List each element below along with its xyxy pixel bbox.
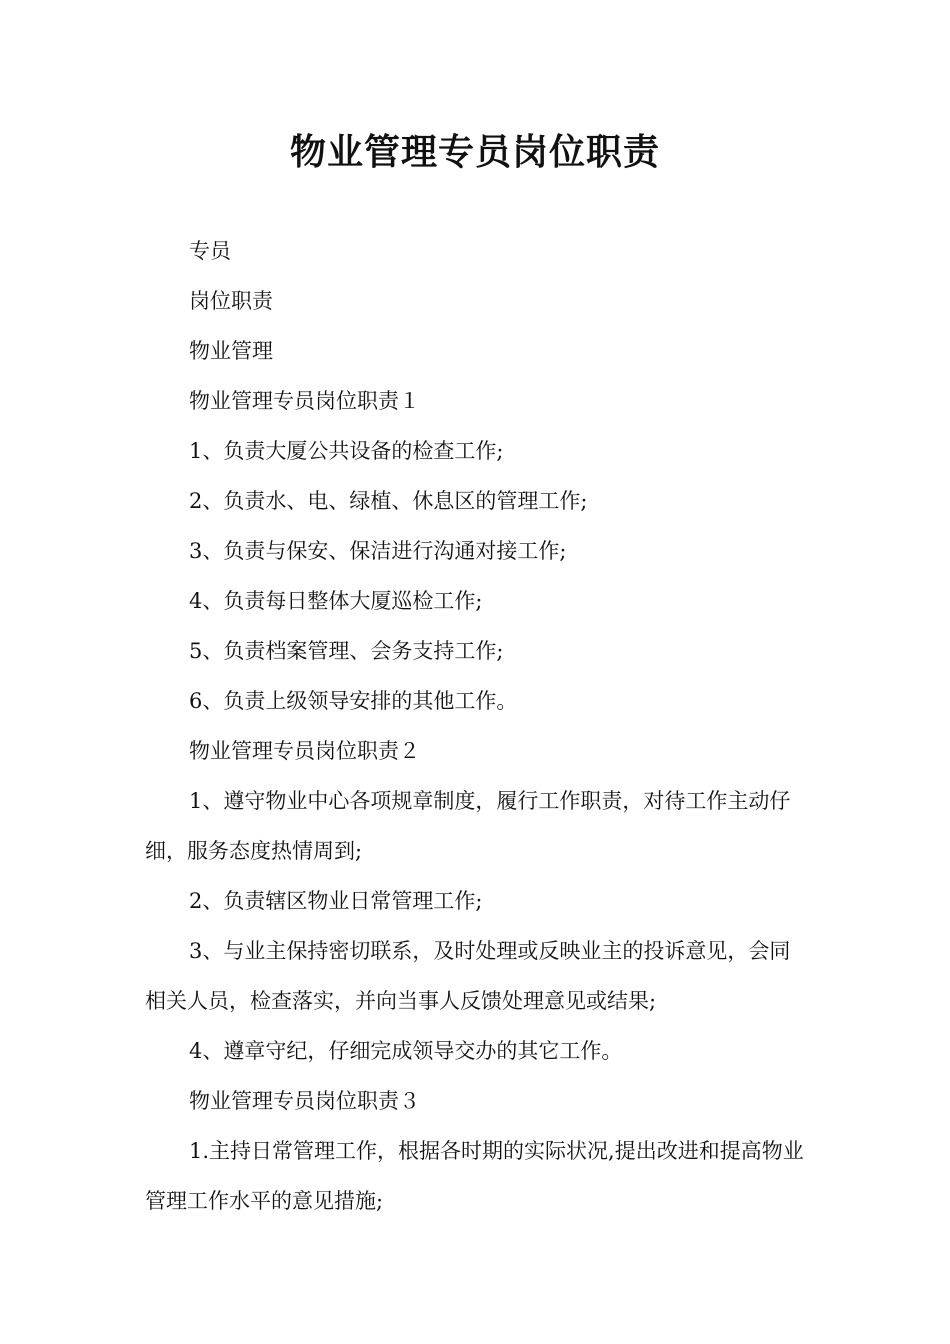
list-item: 2、负责辖区物业日常管理工作;	[189, 889, 483, 913]
list-item: 5、负责档案管理、会务支持工作;	[189, 639, 504, 663]
paragraph: 岗位职责	[189, 289, 273, 313]
list-item: 3、与业主保持密切联系，及时处理或反映业主的投诉意见，会同相关人员，检查落实，并向当事人反馈处理意见或结果;	[145, 939, 791, 1013]
list-item: 6、负责上级领导安排的其他工作。	[189, 689, 518, 713]
list-item: 2、负责水、电、绿植、休息区的管理工作;	[189, 489, 588, 513]
list-item: 1、负责大厦公共设备的检查工作;	[189, 439, 504, 463]
paragraph: 物业管理	[189, 339, 273, 363]
section-heading: 物业管理专员岗位职责３	[189, 1089, 420, 1113]
document-body	[145, 226, 810, 1226]
list-item: 4、遵章守纪，仔细完成领导交办的其它工作。	[189, 1039, 623, 1063]
list-item: 1、遵守物业中心各项规章制度，履行工作职责，对待工作主动仔细，服务态度热情周到;	[145, 789, 791, 863]
list-item: 3、负责与保安、保洁进行沟通对接工作;	[189, 539, 567, 563]
list-item: 4、负责每日整体大厦巡检工作;	[189, 589, 483, 613]
section-heading: 物业管理专员岗位职责２	[189, 739, 420, 763]
paragraph: 专员	[189, 239, 231, 263]
list-item: 1.主持日常管理工作，根据各时期的实际状况,提出改进和提高物业管理工作水平的意见措施;	[145, 1139, 804, 1213]
document-title: 物业管理专员岗位职责	[289, 132, 660, 173]
section-heading: 物业管理专员岗位职责１	[189, 389, 420, 413]
